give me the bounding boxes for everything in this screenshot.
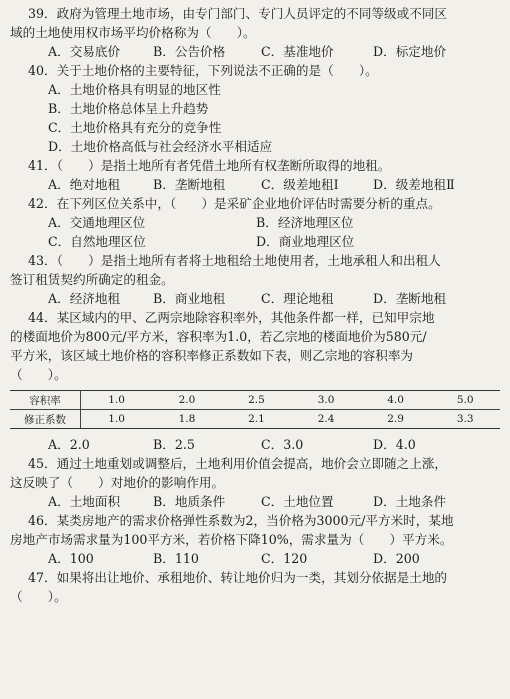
table-cell: 3.3 <box>430 410 500 429</box>
q42-option-d[interactable]: D．商业地理区位 <box>256 234 355 249</box>
q44-option-d[interactable]: D．4.0 <box>373 437 416 452</box>
table-row <box>10 391 500 410</box>
table-cell: 3.0 <box>291 391 361 410</box>
q44-option-b[interactable]: B．2.5 <box>153 437 195 452</box>
q46-stem-line1: 46．某类房地产的需求价格弹性系数为2，当价格为3000元/平方米时，某地 <box>28 513 454 528</box>
q41-stem: 41．（ ）是指土地所有者凭借土地所有权垄断所取得的地租。 <box>28 158 391 173</box>
table-cell: 2.5 <box>222 391 292 410</box>
q44-stem-line2: 的楼面地价为800元/平方米，容积率为1.0，若乙宗地的楼面地价为580元/ <box>10 329 427 344</box>
q45-stem-line1: 45．通过土地重划或调整后，土地利用价值会提高，地价会立即随之上涨， <box>28 456 448 471</box>
q39-option-a[interactable]: A．交易底价 <box>48 44 121 59</box>
q42-stem: 42．在下列区位关系中，（ ）是采矿企业地价评估时需要分析的重点。 <box>28 196 441 211</box>
q43-option-c[interactable]: C．理论地租 <box>261 291 334 306</box>
q39-stem-line2: 域的土地使用权市场平均价格称为（ ）。 <box>10 25 256 40</box>
q46-stem-line2: 房地产市场需求量为100平方米，若价格下降10%，需求量为（ ）平方米。 <box>10 532 453 547</box>
table-cell: 2.1 <box>222 410 292 429</box>
q41-option-b[interactable]: B．垄断地租 <box>153 177 226 192</box>
q46-option-a[interactable]: A．100 <box>48 551 94 566</box>
q44-stem-line1: 44．某区域内的甲、乙两宗地除容积率外，其他条件都一样，已知甲宗地 <box>28 310 435 325</box>
q39-options <box>10 42 500 61</box>
q40-option-a[interactable]: A．土地价格具有明显的地区性 <box>48 82 221 97</box>
q45-option-b[interactable]: B．地质条件 <box>153 494 226 509</box>
q40-stem: 40．关于土地价格的主要特征，下列说法不正确的是（ ）。 <box>28 63 378 78</box>
q45-option-a[interactable]: A．土地面积 <box>48 494 121 509</box>
q43-options <box>10 289 500 308</box>
table-header-plot-ratio: 容积率 <box>10 391 81 410</box>
q45-stem-line2: 这反映了（ ）对地价的影响作用。 <box>10 475 225 490</box>
q45-option-d[interactable]: D．土地条件 <box>373 494 447 509</box>
q42-option-c[interactable]: C．自然地理区位 <box>48 234 146 249</box>
table-cell: 4.0 <box>361 391 431 410</box>
q40-option-b[interactable]: B．土地价格总体呈上升趋势 <box>48 101 209 116</box>
q41-option-c[interactable]: C．级差地租Ⅰ <box>261 177 339 192</box>
q40-option-d[interactable]: D．土地价格高低与社会经济水平相适应 <box>48 139 273 154</box>
q43-option-d[interactable]: D．垄断地租 <box>373 291 447 306</box>
q43-stem-line2: 签订租赁契约所确定的租金。 <box>10 272 174 287</box>
q43-option-a[interactable]: A．经济地租 <box>48 291 121 306</box>
q42-options-row1 <box>10 213 500 232</box>
q40-option-c[interactable]: C．土地价格具有充分的竞争性 <box>48 120 222 135</box>
table-cell: 2.4 <box>291 410 361 429</box>
q43-option-b[interactable]: B．商业地租 <box>153 291 226 306</box>
q47-stem-line2: （ ）。 <box>10 589 67 604</box>
table-cell: 1.8 <box>152 410 222 429</box>
q45-option-c[interactable]: C．土地位置 <box>261 494 334 509</box>
q46-option-b[interactable]: B．110 <box>153 551 199 566</box>
q44-option-c[interactable]: C．3.0 <box>261 437 304 452</box>
q45-options <box>10 492 500 511</box>
q43-stem-line1: 43．（ ）是指土地所有者将土地租给土地使用者，土地承租人和出租人 <box>28 253 441 268</box>
q39-stem-line1: 39．政府为管理土地市场，由专门部门、专门人员评定的不同等级或不同区 <box>28 6 448 21</box>
table-cell: 2.0 <box>152 391 222 410</box>
q39-option-d[interactable]: D．标定地价 <box>373 44 447 59</box>
q44-coefficient-table <box>10 390 500 429</box>
table-cell: 2.9 <box>361 410 431 429</box>
q44-option-a[interactable]: A．2.0 <box>48 437 90 452</box>
q46-option-c[interactable]: C．120 <box>261 551 308 566</box>
q41-option-d[interactable]: D．级差地租Ⅱ <box>373 177 455 192</box>
q41-option-a[interactable]: A．绝对地租 <box>48 177 121 192</box>
q44-stem-line3: 平方米，该区域土地价格的容积率修正系数如下表，则乙宗地的容积率为 <box>10 348 413 363</box>
q44-options <box>10 435 500 454</box>
table-cell: 1.0 <box>81 391 153 410</box>
table-row <box>10 410 500 429</box>
q42-option-a[interactable]: A．交通地理区位 <box>48 215 146 230</box>
q46-options <box>10 549 500 568</box>
table-header-coefficient: 修正系数 <box>10 410 81 429</box>
q39-option-c[interactable]: C．基准地价 <box>261 44 334 59</box>
q39-option-b[interactable]: B．公告价格 <box>153 44 226 59</box>
q44-stem-line4: （ ）。 <box>10 367 67 382</box>
table-cell: 5.0 <box>430 391 500 410</box>
q41-options <box>10 175 500 194</box>
q47-stem-line1: 47．如果将出让地价、承租地价、转让地价归为一类，其划分依据是土地的 <box>28 570 448 585</box>
q42-option-b[interactable]: B．经济地理区位 <box>256 215 354 230</box>
q42-options-row2 <box>10 232 500 251</box>
q46-option-d[interactable]: D．200 <box>373 551 420 566</box>
table-cell: 1.0 <box>81 410 153 429</box>
